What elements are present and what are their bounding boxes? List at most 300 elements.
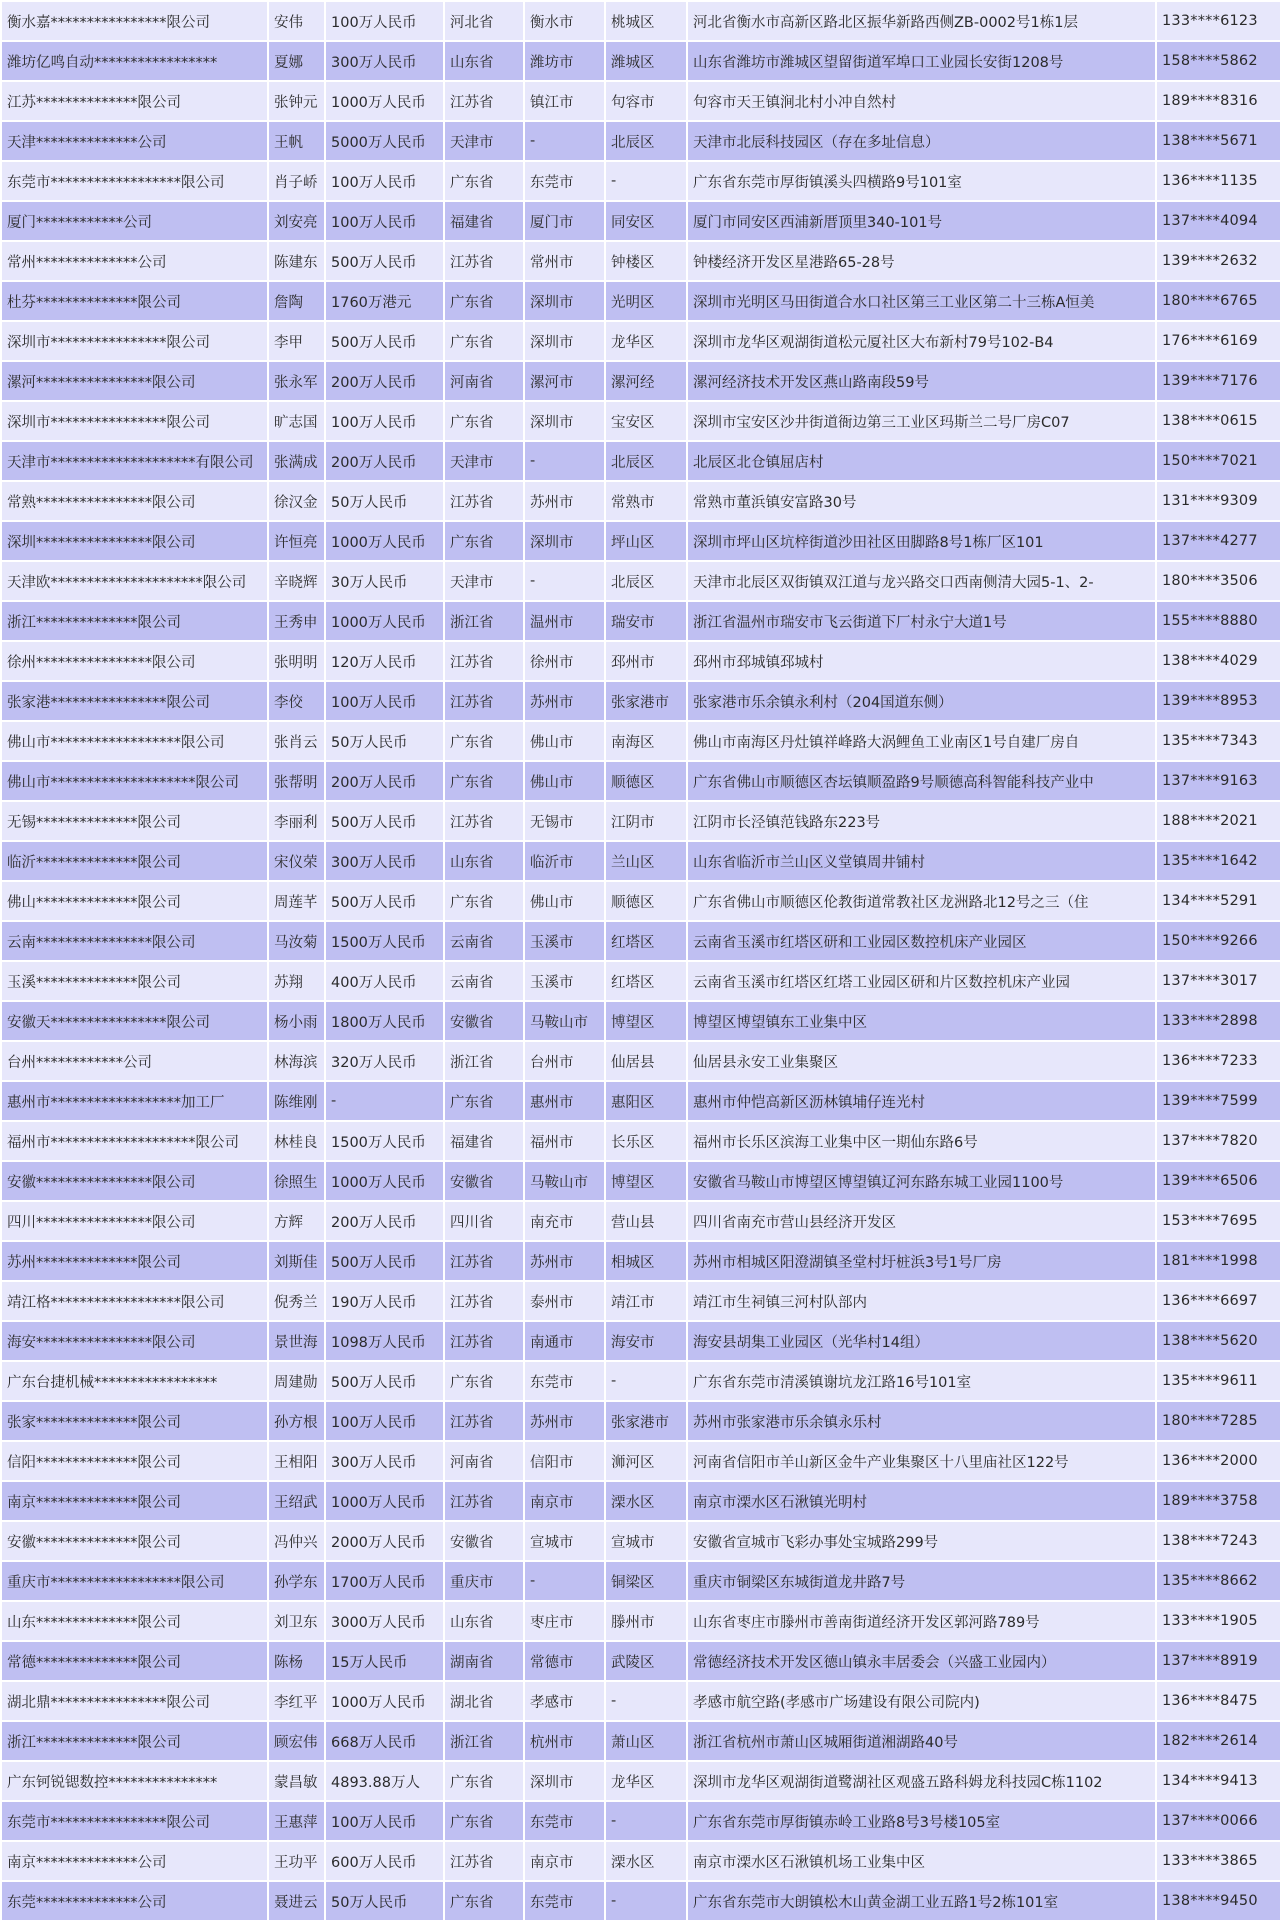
district-cell: - (605, 1881, 687, 1921)
company-name-cell: 浙江**************限公司 (1, 601, 268, 641)
company-name-cell: 靖江格******************限公司 (1, 1281, 268, 1321)
company-name-cell: 深圳市****************限公司 (1, 401, 268, 441)
phone-cell: 138****0615 (1156, 401, 1280, 441)
table-row (1, 1161, 1280, 1201)
district-cell: 海安市 (605, 1321, 687, 1361)
district-cell: 常熟市 (605, 481, 687, 521)
address-cell: 张家港市乐余镇永利村（204国道东侧） (687, 681, 1156, 721)
district-cell: 北辰区 (605, 121, 687, 161)
table-row (1, 1321, 1280, 1361)
table-row (1, 1881, 1280, 1921)
phone-cell: 137****4094 (1156, 201, 1280, 241)
province-cell: 山东省 (444, 841, 524, 881)
city-cell: 玉溪市 (524, 921, 605, 961)
address-cell: 广东省东莞市大朗镇松木山黄金湖工业五路1号2栋101室 (687, 1881, 1156, 1921)
table-row (1, 1081, 1280, 1121)
address-cell: 河北省衡水市高新区路北区振华新路西侧ZB-0002号1栋1层 (687, 1, 1156, 41)
city-cell: 镇江市 (524, 81, 605, 121)
contact-name-cell: 刘斯佳 (268, 1241, 325, 1281)
province-cell: 山东省 (444, 41, 524, 81)
registered-capital-cell: 1500万人民币 (325, 921, 444, 961)
contact-name-cell: 张永军 (268, 361, 325, 401)
district-cell: 顺德区 (605, 881, 687, 921)
company-name-cell: 漯河****************限公司 (1, 361, 268, 401)
province-cell: 江苏省 (444, 481, 524, 521)
registered-capital-cell: 1000万人民币 (325, 81, 444, 121)
address-cell: 佛山市南海区丹灶镇祥峰路大涡鲤鱼工业南区1号自建厂房自 (687, 721, 1156, 761)
contact-name-cell: 倪秀兰 (268, 1281, 325, 1321)
contact-name-cell: 苏翔 (268, 961, 325, 1001)
address-cell: 常熟市董浜镇安富路30号 (687, 481, 1156, 521)
district-cell: 邳州市 (605, 641, 687, 681)
registered-capital-cell: 5000万人民币 (325, 121, 444, 161)
address-cell: 南京市溧水区石湫镇机场工业集中区 (687, 1841, 1156, 1881)
phone-cell: 136****1135 (1156, 161, 1280, 201)
phone-cell: 182****2614 (1156, 1721, 1280, 1761)
district-cell: 红塔区 (605, 961, 687, 1001)
district-cell: - (605, 1361, 687, 1401)
district-cell: 张家港市 (605, 681, 687, 721)
registered-capital-cell: 200万人民币 (325, 441, 444, 481)
registered-capital-cell: 600万人民币 (325, 1841, 444, 1881)
address-cell: 深圳市坪山区坑梓街道沙田社区田脚路8号1栋厂区101 (687, 521, 1156, 561)
phone-cell: 137****4277 (1156, 521, 1280, 561)
phone-cell: 138****5620 (1156, 1321, 1280, 1361)
registered-capital-cell: 1000万人民币 (325, 1481, 444, 1521)
city-cell: 南通市 (524, 1321, 605, 1361)
table-row (1, 321, 1280, 361)
city-cell: 深圳市 (524, 1761, 605, 1801)
city-cell: 深圳市 (524, 521, 605, 561)
district-cell: 武陵区 (605, 1641, 687, 1681)
company-name-cell: 东莞市****************限公司 (1, 1801, 268, 1841)
company-name-cell: 佛山**************限公司 (1, 881, 268, 921)
phone-cell: 181****1998 (1156, 1241, 1280, 1281)
registered-capital-cell: 300万人民币 (325, 1441, 444, 1481)
address-cell: 苏州市张家港市乐余镇永乐村 (687, 1401, 1156, 1441)
table-row (1, 1121, 1280, 1161)
province-cell: 河南省 (444, 1441, 524, 1481)
registered-capital-cell: 100万人民币 (325, 1801, 444, 1841)
registered-capital-cell: 190万人民币 (325, 1281, 444, 1321)
province-cell: 广东省 (444, 521, 524, 561)
address-cell: 深圳市宝安区沙井街道衙边第三工业区玛斯兰二号厂房C07 (687, 401, 1156, 441)
district-cell: 句容市 (605, 81, 687, 121)
province-cell: 浙江省 (444, 1041, 524, 1081)
company-name-cell: 浙江**************限公司 (1, 1721, 268, 1761)
district-cell: 宝安区 (605, 401, 687, 441)
registered-capital-cell: 1700万人民币 (325, 1561, 444, 1601)
city-cell: 南京市 (524, 1481, 605, 1521)
phone-cell: 153****7695 (1156, 1201, 1280, 1241)
phone-cell: 139****8953 (1156, 681, 1280, 721)
company-name-cell: 杜芬**************限公司 (1, 281, 268, 321)
registered-capital-cell: 1098万人民币 (325, 1321, 444, 1361)
address-cell: 厦门市同安区西浦新厝顶里340-101号 (687, 201, 1156, 241)
phone-cell: 189****8316 (1156, 81, 1280, 121)
province-cell: 广东省 (444, 881, 524, 921)
contact-name-cell: 张肖云 (268, 721, 325, 761)
address-cell: 邳州市邳城镇邳城村 (687, 641, 1156, 681)
registered-capital-cell: 15万人民币 (325, 1641, 444, 1681)
table-row (1, 1801, 1280, 1841)
contact-name-cell: 王帆 (268, 121, 325, 161)
table-row (1, 361, 1280, 401)
city-cell: 东莞市 (524, 1361, 605, 1401)
company-name-cell: 山东**************限公司 (1, 1601, 268, 1641)
phone-cell: 158****5862 (1156, 41, 1280, 81)
contact-name-cell: 蒙昌敏 (268, 1761, 325, 1801)
table-row (1, 761, 1280, 801)
table-row (1, 641, 1280, 681)
address-cell: 广东省东莞市厚街镇赤岭工业路8号3号楼105室 (687, 1801, 1156, 1841)
registered-capital-cell: 50万人民币 (325, 721, 444, 761)
city-cell: 佛山市 (524, 721, 605, 761)
company-name-cell: 广东台捷机械***************** (1, 1361, 268, 1401)
city-cell: 深圳市 (524, 281, 605, 321)
contact-name-cell: 肖子峤 (268, 161, 325, 201)
district-cell: - (605, 1801, 687, 1841)
district-cell: 溧水区 (605, 1481, 687, 1521)
district-cell: 同安区 (605, 201, 687, 241)
address-cell: 广东省佛山市顺德区杏坛镇顺盈路9号顺德高科智能科技产业中 (687, 761, 1156, 801)
phone-cell: 131****9309 (1156, 481, 1280, 521)
registered-capital-cell: 500万人民币 (325, 801, 444, 841)
province-cell: 安徽省 (444, 1001, 524, 1041)
address-cell: 深圳市龙华区观湖街道鹭湖社区观盛五路科姆龙科技园C栋1102 (687, 1761, 1156, 1801)
registered-capital-cell: - (325, 1081, 444, 1121)
city-cell: 苏州市 (524, 1401, 605, 1441)
table-row (1, 201, 1280, 241)
table-row (1, 401, 1280, 441)
registered-capital-cell: 320万人民币 (325, 1041, 444, 1081)
registered-capital-cell: 500万人民币 (325, 881, 444, 921)
address-cell: 常德经济技术开发区德山镇永丰居委会（兴盛工业园内） (687, 1641, 1156, 1681)
table-row (1, 121, 1280, 161)
phone-cell: 137****9163 (1156, 761, 1280, 801)
table-row (1, 441, 1280, 481)
city-cell: 常州市 (524, 241, 605, 281)
company-name-cell: 东莞**************公司 (1, 1881, 268, 1921)
province-cell: 江苏省 (444, 1841, 524, 1881)
district-cell: 北辰区 (605, 561, 687, 601)
city-cell: 佛山市 (524, 761, 605, 801)
registered-capital-cell: 500万人民币 (325, 1241, 444, 1281)
province-cell: 云南省 (444, 961, 524, 1001)
city-cell: 枣庄市 (524, 1601, 605, 1641)
province-cell: 江苏省 (444, 81, 524, 121)
contact-name-cell: 安伟 (268, 1, 325, 41)
phone-cell: 133****1905 (1156, 1601, 1280, 1641)
registered-capital-cell: 100万人民币 (325, 161, 444, 201)
registered-capital-cell: 1500万人民币 (325, 1121, 444, 1161)
contact-name-cell: 刘安亮 (268, 201, 325, 241)
table-row (1, 801, 1280, 841)
city-cell: 佛山市 (524, 881, 605, 921)
table-row (1, 1041, 1280, 1081)
city-cell: 苏州市 (524, 681, 605, 721)
phone-cell: 138****7243 (1156, 1521, 1280, 1561)
phone-cell: 137****7820 (1156, 1121, 1280, 1161)
phone-cell: 150****9266 (1156, 921, 1280, 961)
contact-name-cell: 方辉 (268, 1201, 325, 1241)
phone-cell: 188****2021 (1156, 801, 1280, 841)
phone-cell: 138****9450 (1156, 1881, 1280, 1921)
company-name-cell: 深圳市****************限公司 (1, 321, 268, 361)
company-name-cell: 安徽****************限公司 (1, 1161, 268, 1201)
registered-capital-cell: 1000万人民币 (325, 1681, 444, 1721)
contact-name-cell: 李红平 (268, 1681, 325, 1721)
contact-name-cell: 林海滨 (268, 1041, 325, 1081)
company-name-cell: 深圳****************限公司 (1, 521, 268, 561)
address-cell: 广东省东莞市厚街镇溪头四横路9号101室 (687, 161, 1156, 201)
table-row (1, 1441, 1280, 1481)
registered-capital-cell: 120万人民币 (325, 641, 444, 681)
company-name-cell: 佛山市******************限公司 (1, 721, 268, 761)
address-cell: 山东省潍坊市潍城区望留街道军埠口工业园长安街1208号 (687, 41, 1156, 81)
province-cell: 广东省 (444, 1801, 524, 1841)
contact-name-cell: 詹陶 (268, 281, 325, 321)
address-cell: 山东省枣庄市滕州市善南街道经济开发区郭河路789号 (687, 1601, 1156, 1641)
province-cell: 广东省 (444, 161, 524, 201)
province-cell: 广东省 (444, 721, 524, 761)
district-cell: 瑞安市 (605, 601, 687, 641)
city-cell: 孝感市 (524, 1681, 605, 1721)
phone-cell: 136****8475 (1156, 1681, 1280, 1721)
phone-cell: 135****1642 (1156, 841, 1280, 881)
table-row (1, 1401, 1280, 1441)
company-name-cell: 玉溪**************限公司 (1, 961, 268, 1001)
district-cell: 潍城区 (605, 41, 687, 81)
city-cell: - (524, 561, 605, 601)
table-row (1, 1, 1280, 41)
table-row (1, 561, 1280, 601)
phone-cell: 133****6123 (1156, 1, 1280, 41)
district-cell: 龙华区 (605, 321, 687, 361)
province-cell: 山东省 (444, 1601, 524, 1641)
company-name-cell: 衡水嘉****************限公司 (1, 1, 268, 41)
city-cell: 惠州市 (524, 1081, 605, 1121)
company-name-cell: 江苏**************限公司 (1, 81, 268, 121)
city-cell: 潍坊市 (524, 41, 605, 81)
province-cell: 江苏省 (444, 1281, 524, 1321)
table-row (1, 681, 1280, 721)
province-cell: 江苏省 (444, 641, 524, 681)
province-cell: 云南省 (444, 921, 524, 961)
contact-name-cell: 马汝菊 (268, 921, 325, 961)
city-cell: 苏州市 (524, 481, 605, 521)
phone-cell: 136****7233 (1156, 1041, 1280, 1081)
registered-capital-cell: 200万人民币 (325, 761, 444, 801)
district-cell: 相城区 (605, 1241, 687, 1281)
city-cell: 衡水市 (524, 1, 605, 41)
city-cell: - (524, 121, 605, 161)
phone-cell: 134****9413 (1156, 1761, 1280, 1801)
province-cell: 浙江省 (444, 601, 524, 641)
district-cell: 坪山区 (605, 521, 687, 561)
phone-cell: 139****7599 (1156, 1081, 1280, 1121)
address-cell: 安徽省宣城市飞彩办事处宝城路299号 (687, 1521, 1156, 1561)
company-name-cell: 厦门************公司 (1, 201, 268, 241)
phone-cell: 180****6765 (1156, 281, 1280, 321)
province-cell: 天津市 (444, 561, 524, 601)
company-name-cell: 惠州市******************加工厂 (1, 1081, 268, 1121)
address-cell: 云南省玉溪市红塔区研和工业园区数控机床产业园区 (687, 921, 1156, 961)
contact-name-cell: 宋仪荣 (268, 841, 325, 881)
phone-cell: 150****7021 (1156, 441, 1280, 481)
registered-capital-cell: 200万人民币 (325, 361, 444, 401)
contact-name-cell: 王绍武 (268, 1481, 325, 1521)
phone-cell: 135****7343 (1156, 721, 1280, 761)
company-name-cell: 四川****************限公司 (1, 1201, 268, 1241)
district-cell: 江阴市 (605, 801, 687, 841)
table-row (1, 1481, 1280, 1521)
district-cell: 钟楼区 (605, 241, 687, 281)
city-cell: 马鞍山市 (524, 1161, 605, 1201)
district-cell: 仙居县 (605, 1041, 687, 1081)
table-row (1, 1681, 1280, 1721)
company-name-cell: 苏州**************限公司 (1, 1241, 268, 1281)
phone-cell: 134****5291 (1156, 881, 1280, 921)
district-cell: 桃城区 (605, 1, 687, 41)
company-name-cell: 广东钶锐锶数控*************** (1, 1761, 268, 1801)
province-cell: 江苏省 (444, 801, 524, 841)
address-cell: 山东省临沂市兰山区义堂镇周井铺村 (687, 841, 1156, 881)
district-cell: 惠阳区 (605, 1081, 687, 1121)
company-name-cell: 常州**************公司 (1, 241, 268, 281)
phone-cell: 139****2632 (1156, 241, 1280, 281)
registered-capital-cell: 3000万人民币 (325, 1601, 444, 1641)
table-row (1, 1281, 1280, 1321)
contact-name-cell: 周莲芊 (268, 881, 325, 921)
city-cell: 南充市 (524, 1201, 605, 1241)
address-cell: 海安县胡集工业园区（光华村14组） (687, 1321, 1156, 1361)
registered-capital-cell: 1800万人民币 (325, 1001, 444, 1041)
company-name-cell: 常德**************限公司 (1, 1641, 268, 1681)
province-cell: 浙江省 (444, 1721, 524, 1761)
table-body (1, 1, 1280, 1921)
table-row (1, 721, 1280, 761)
province-cell: 天津市 (444, 441, 524, 481)
table-row (1, 41, 1280, 81)
registered-capital-cell: 30万人民币 (325, 561, 444, 601)
city-cell: 徐州市 (524, 641, 605, 681)
registered-capital-cell: 300万人民币 (325, 41, 444, 81)
province-cell: 湖北省 (444, 1681, 524, 1721)
contact-name-cell: 周建勋 (268, 1361, 325, 1401)
district-cell: 漯河经 (605, 361, 687, 401)
registered-capital-cell: 1760万港元 (325, 281, 444, 321)
province-cell: 江苏省 (444, 1481, 524, 1521)
contact-name-cell: 聂进云 (268, 1881, 325, 1921)
city-cell: 杭州市 (524, 1721, 605, 1761)
address-cell: 深圳市龙华区观湖街道松元厦社区大布新村79号102-B4 (687, 321, 1156, 361)
city-cell: 漯河市 (524, 361, 605, 401)
phone-cell: 136****2000 (1156, 1441, 1280, 1481)
district-cell: 博望区 (605, 1161, 687, 1201)
district-cell: 兰山区 (605, 841, 687, 881)
registered-capital-cell: 100万人民币 (325, 681, 444, 721)
table-row (1, 161, 1280, 201)
phone-cell: 155****8880 (1156, 601, 1280, 641)
registered-capital-cell: 500万人民币 (325, 1361, 444, 1401)
address-cell: 孝感市航空路(孝感市广场建设有限公司院内) (687, 1681, 1156, 1721)
province-cell: 广东省 (444, 1081, 524, 1121)
district-cell: - (605, 161, 687, 201)
province-cell: 河北省 (444, 1, 524, 41)
registered-capital-cell: 50万人民币 (325, 1881, 444, 1921)
company-name-cell: 南京**************限公司 (1, 1481, 268, 1521)
address-cell: 钟楼经济开发区星港路65-28号 (687, 241, 1156, 281)
address-cell: 广东省东莞市清溪镇谢坑龙江路16号101室 (687, 1361, 1156, 1401)
province-cell: 广东省 (444, 321, 524, 361)
registered-capital-cell: 500万人民币 (325, 241, 444, 281)
city-cell: 深圳市 (524, 401, 605, 441)
registered-capital-cell: 2000万人民币 (325, 1521, 444, 1561)
address-cell: 浙江省杭州市萧山区城厢街道湘湖路40号 (687, 1721, 1156, 1761)
contact-name-cell: 李佼 (268, 681, 325, 721)
province-cell: 广东省 (444, 401, 524, 441)
table-row (1, 961, 1280, 1001)
company-name-cell: 张家**************限公司 (1, 1401, 268, 1441)
province-cell: 江苏省 (444, 681, 524, 721)
district-cell: 光明区 (605, 281, 687, 321)
phone-cell: 137****8919 (1156, 1641, 1280, 1681)
province-cell: 广东省 (444, 1761, 524, 1801)
city-cell: 温州市 (524, 601, 605, 641)
phone-cell: 176****6169 (1156, 321, 1280, 361)
city-cell: 马鞍山市 (524, 1001, 605, 1041)
province-cell: 江苏省 (444, 1321, 524, 1361)
district-cell: 博望区 (605, 1001, 687, 1041)
company-name-cell: 福州市********************限公司 (1, 1121, 268, 1161)
address-cell: 北辰区北仓镇屈店村 (687, 441, 1156, 481)
contact-name-cell: 张帮明 (268, 761, 325, 801)
table-row (1, 841, 1280, 881)
city-cell: 宣城市 (524, 1521, 605, 1561)
company-name-cell: 安徽天****************限公司 (1, 1001, 268, 1041)
city-cell: - (524, 1561, 605, 1601)
company-name-cell: 徐州****************限公司 (1, 641, 268, 681)
registered-capital-cell: 1000万人民币 (325, 1161, 444, 1201)
phone-cell: 180****7285 (1156, 1401, 1280, 1441)
province-cell: 福建省 (444, 1121, 524, 1161)
table-row (1, 1001, 1280, 1041)
phone-cell: 133****3865 (1156, 1841, 1280, 1881)
address-cell: 云南省玉溪市红塔区红塔工业园区研和片区数控机床产业园 (687, 961, 1156, 1001)
registered-capital-cell: 300万人民币 (325, 841, 444, 881)
contact-name-cell: 孙方根 (268, 1401, 325, 1441)
address-cell: 靖江市生祠镇三河村队部内 (687, 1281, 1156, 1321)
address-cell: 广东省佛山市顺德区伦教街道常教社区龙洲路北12号之三（住 (687, 881, 1156, 921)
registered-capital-cell: 100万人民币 (325, 1, 444, 41)
address-cell: 福州市长乐区滨海工业集中区一期仙东路6号 (687, 1121, 1156, 1161)
city-cell: 东莞市 (524, 1881, 605, 1921)
address-cell: 浙江省温州市瑞安市飞云街道下厂村永宁大道1号 (687, 601, 1156, 641)
contact-name-cell: 顾宏伟 (268, 1721, 325, 1761)
table-row (1, 1841, 1280, 1881)
table-row (1, 1361, 1280, 1401)
address-cell: 重庆市铜梁区东城街道龙井路7号 (687, 1561, 1156, 1601)
district-cell: 长乐区 (605, 1121, 687, 1161)
contact-name-cell: 李丽利 (268, 801, 325, 841)
contact-name-cell: 林桂良 (268, 1121, 325, 1161)
company-name-cell: 张家港****************限公司 (1, 681, 268, 721)
company-name-cell: 无锡**************限公司 (1, 801, 268, 841)
province-cell: 江苏省 (444, 241, 524, 281)
city-cell: 深圳市 (524, 321, 605, 361)
city-cell: 常德市 (524, 1641, 605, 1681)
